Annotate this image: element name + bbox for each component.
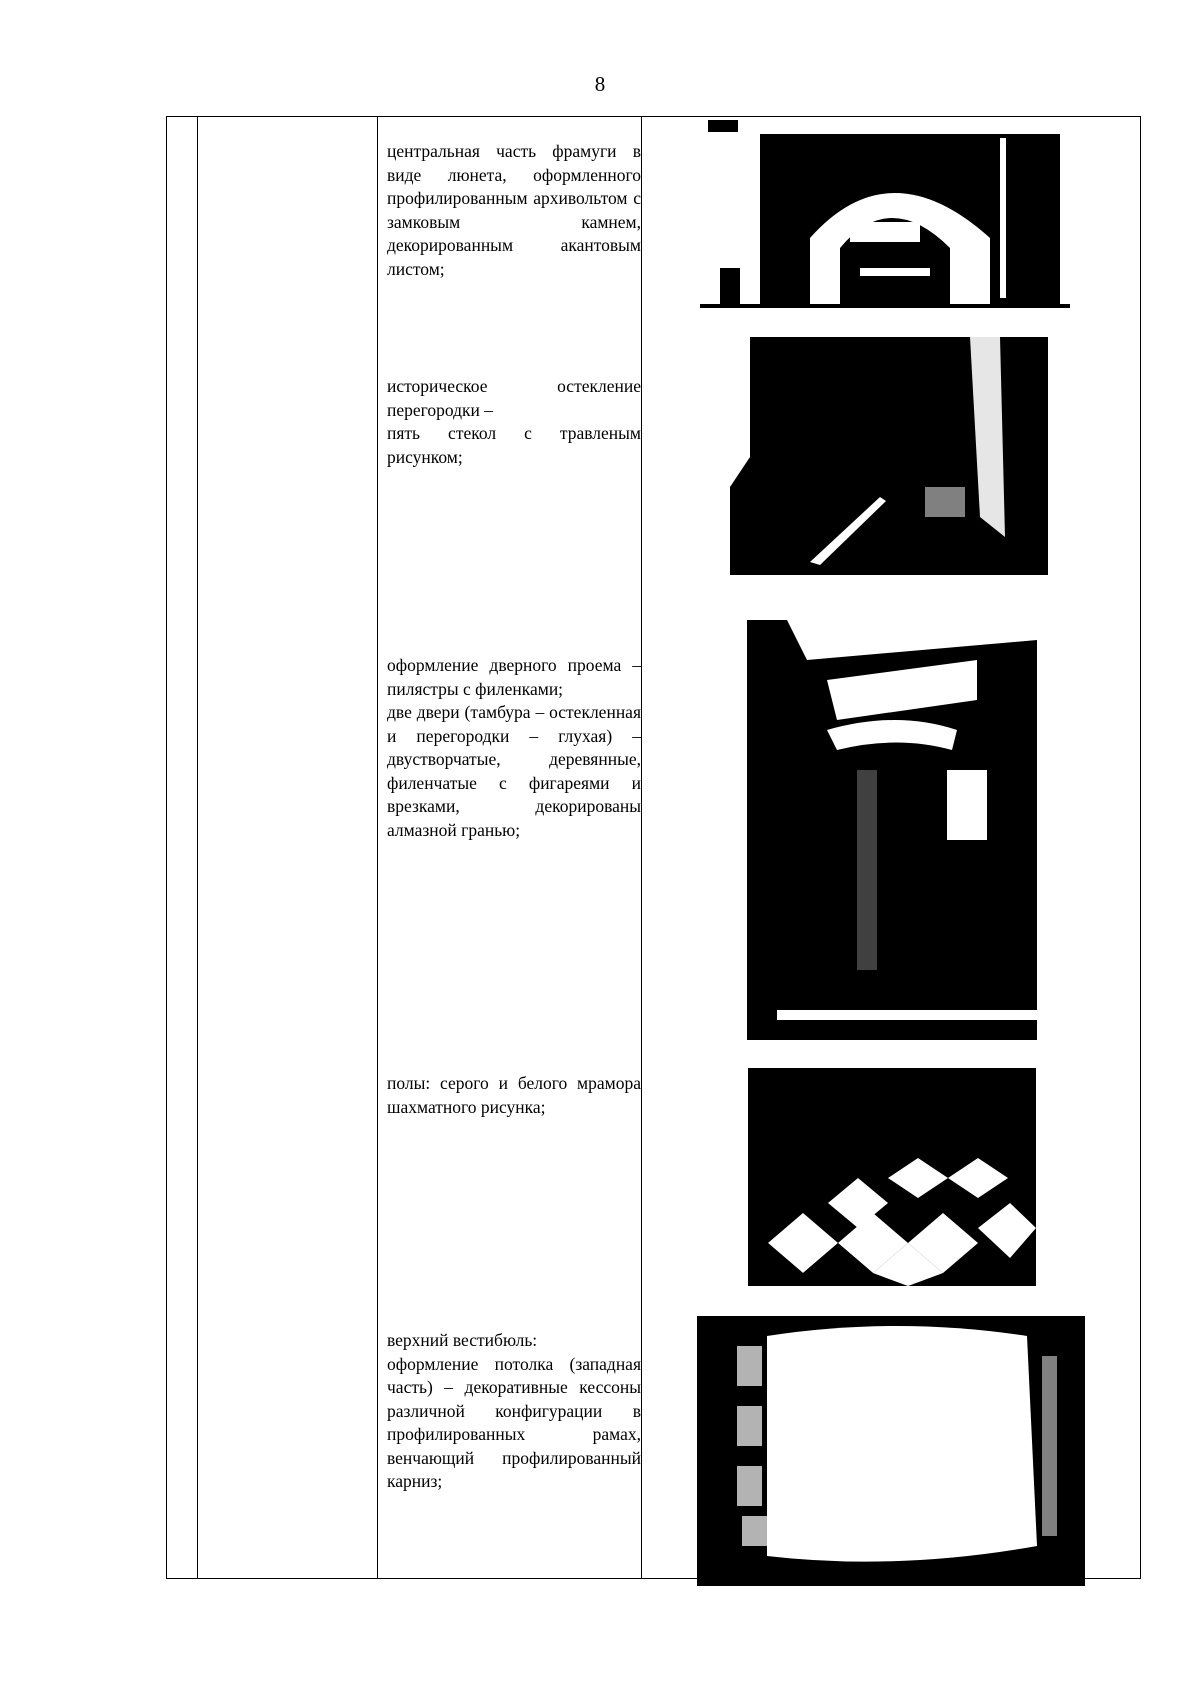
description-text: верхний вестибюль: [387,1330,538,1350]
description-text: оформление потолка (западная часть) – декоративные кессоны различной конфигурации в профилированных рамах, венчающий профилированный карниз; [387,1353,641,1491]
column-divider [641,117,642,1578]
table-row-description [387,375,641,469]
description-text: пять стекол с травленым рисунком; [387,423,641,467]
description-text: историческое остекление перегородки – [387,376,641,420]
table-row-description [387,1072,641,1119]
column-divider [377,117,378,1578]
table-row-description [387,140,641,281]
checkered-floor-photo [748,1068,1036,1286]
glazed-partition-photo [730,337,1048,575]
description-text: центральная часть фрамуги в виде люнета, оформленного профилированным архивольтом с замковым камнем, декорированным акантовым листом; [387,141,641,279]
description-text: полы: серого и белого мрамора шахматного рисунка; [387,1073,641,1117]
coffered-ceiling-photo [697,1316,1085,1586]
description-text: две двери (тамбура – остекленная и перегородки – глухая) – двустворчатые, деревянные, филенчатые с фигареями и врезками, декорированы алмазной гранью; [387,702,641,840]
table-row-description [387,654,641,842]
page-number: 8 [594,72,606,96]
lunette-photo [700,118,1070,308]
column-divider [197,117,198,1578]
description-text: оформление дверного проема – пилястры с филенками; [387,655,641,699]
door-opening-photo [747,620,1037,1040]
table-row-description [387,1329,641,1494]
